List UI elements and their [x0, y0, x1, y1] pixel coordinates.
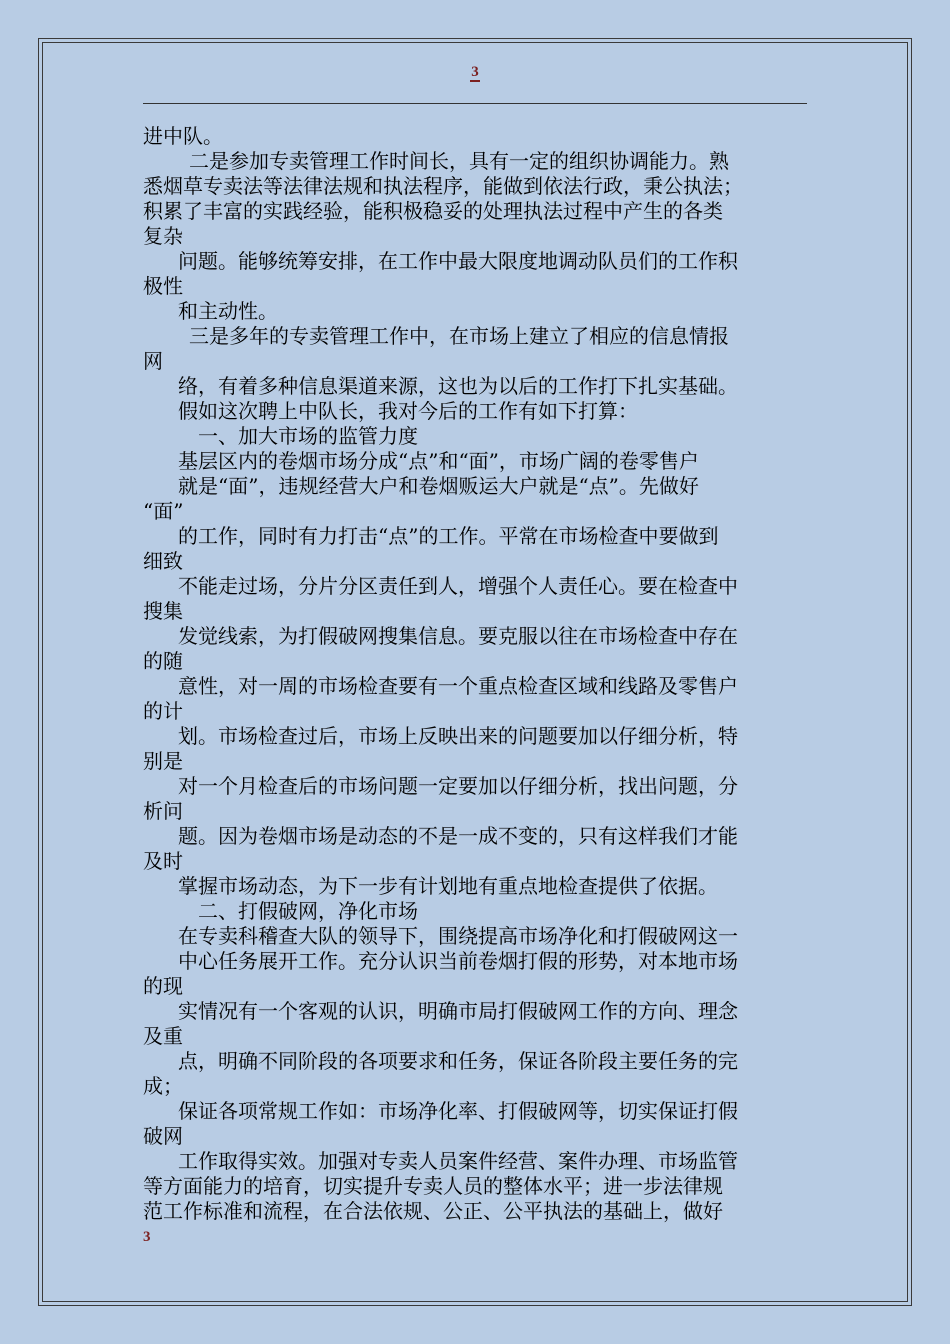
- document-body: [143, 124, 813, 1224]
- text-line: 络，有着多种信息渠道来源，这也为以后的工作打下扎实基础。: [178, 374, 738, 398]
- text-line: 在专卖科稽查大队的领导下，围绕提高市场净化和打假破网这一: [178, 924, 738, 948]
- text-line: 意性，对一周的市场检查要有一个重点检查区域和线路及零售户: [178, 674, 738, 698]
- text-line: 析问: [143, 799, 183, 823]
- text-line: 积累了丰富的实践经验，能积极稳妥的处理执法过程中产生的各类: [143, 199, 723, 223]
- text-line: 保证各项常规工作如：市场净化率、打假破网等，切实保证打假: [178, 1099, 738, 1123]
- text-line: 搜集: [143, 599, 183, 623]
- text-line: 的计: [143, 699, 183, 723]
- text-line: 的现: [143, 974, 183, 998]
- text-line: 三是多年的专卖管理工作中，在市场上建立了相应的信息情报: [189, 324, 729, 348]
- text-line: 二是参加专卖管理工作时间长，具有一定的组织协调能力。熟: [189, 149, 729, 173]
- text-line: 工作取得实效。加强对专卖人员案件经营、案件办理、市场监管: [178, 1149, 738, 1173]
- text-line: 基层区内的卷烟市场分成“点”和“面”，市场广阔的卷零售户: [178, 449, 699, 473]
- text-line: 假如这次聘上中队长，我对今后的工作有如下打算：: [178, 399, 638, 423]
- text-line: 掌握市场动态，为下一步有计划地有重点地检查提供了依据。: [178, 874, 718, 898]
- text-line: 等方面能力的培育，切实提升专卖人员的整体水平；进一步法律规: [143, 1174, 723, 1198]
- text-line: 一、加大市场的监管力度: [198, 424, 418, 448]
- text-line: 进中队。: [143, 124, 223, 148]
- text-line: 和主动性。: [178, 299, 278, 323]
- footer-page-number: 3: [143, 1229, 151, 1245]
- text-line: 划。市场检查过后，市场上反映出来的问题要加以仔细分析，特: [178, 724, 738, 748]
- text-line: 对一个月检查后的市场问题一定要加以仔细分析，找出问题，分: [178, 774, 738, 798]
- text-line: 别是: [143, 749, 183, 773]
- text-line: 复杂: [143, 224, 183, 248]
- text-line: 的工作，同时有力打击“点”的工作。平常在市场检查中要做到: [178, 524, 719, 548]
- text-line: 细致: [143, 549, 183, 573]
- text-line: 二、打假破网，净化市场: [198, 899, 418, 923]
- text-line: 不能走过场，分片分区责任到人，增强个人责任心。要在检查中: [178, 574, 738, 598]
- text-line: 中心任务展开工作。充分认识当前卷烟打假的形势，对本地市场: [178, 949, 738, 973]
- text-line: 问题。能够统筹安排，在工作中最大限度地调动队员们的工作积: [178, 249, 738, 273]
- text-line: 极性: [143, 274, 183, 298]
- text-line: 题。因为卷烟市场是动态的不是一成不变的，只有这样我们才能: [178, 824, 738, 848]
- text-line: 范工作标准和流程，在合法依规、公正、公平执法的基础上，做好: [143, 1199, 723, 1223]
- text-line: 悉烟草专卖法等法律法规和执法程序，能做到依法行政，秉公执法；: [143, 174, 743, 198]
- text-line: 的随: [143, 649, 183, 673]
- header-page-number: 3: [471, 64, 479, 80]
- text-line: 网: [143, 349, 163, 373]
- text-line: 破网: [143, 1124, 183, 1148]
- text-line: 及重: [143, 1024, 183, 1048]
- text-line: 就是“面”，违规经营大户和卷烟贩运大户就是“点”。先做好: [178, 474, 699, 498]
- text-line: 及时: [143, 849, 183, 873]
- text-line: 成；: [143, 1074, 183, 1098]
- text-line: 实情况有一个客观的认识，明确市局打假破网工作的方向、理念: [178, 999, 738, 1023]
- text-line: 点，明确不同阶段的各项要求和任务，保证各阶段主要任务的完: [178, 1049, 738, 1073]
- text-line: “面”: [143, 499, 184, 523]
- text-line: 发觉线索，为打假破网搜集信息。要克服以往在市场检查中存在: [178, 624, 738, 648]
- header-divider: [143, 103, 807, 104]
